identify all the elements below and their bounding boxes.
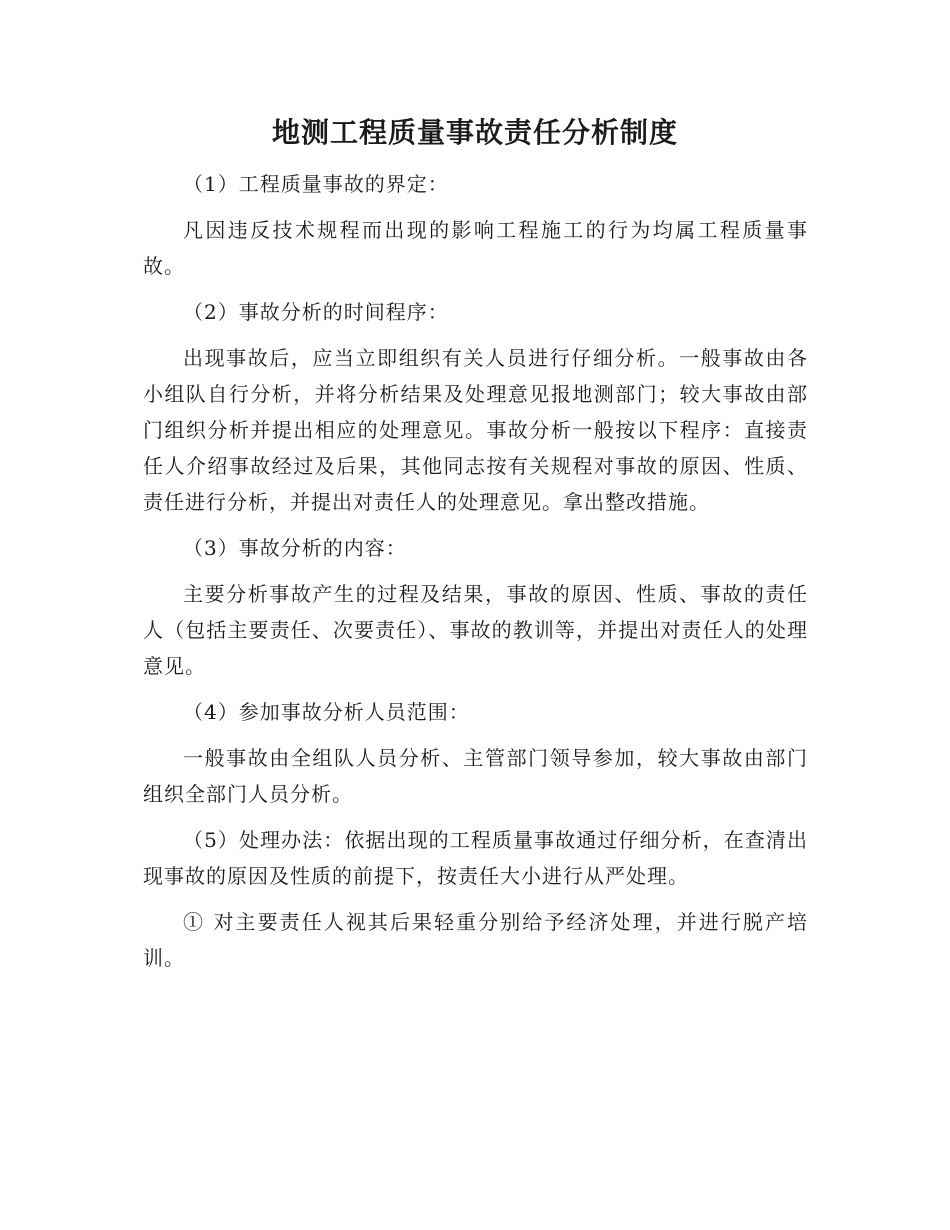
paragraph-content: 主要分析事故产生的过程及结果，事故的原因、性质、事故的责任人（包括主要责任、次要责任）、事故的教训等，并提出对责任人的处理意见。 xyxy=(143,582,808,678)
paragraph-definition: 凡因违反技术规程而出现的影响工程施工的行为均属工程质量事故。 xyxy=(143,218,808,278)
paragraph-participants: 一般事故由全组队人员分析、主管部门领导参加，较大事故由部门组织全部门人员分析。 xyxy=(143,746,808,806)
document-body xyxy=(143,166,808,986)
paragraph-procedure: 出现事故后，应当立即组织有关人员进行仔细分析。一般事故由各小组队自行分析，并将分析结果及处理意见报地测部门；较大事故由部门组织分析并提出相应的处理意见。事故分析一般按以下程序：直接责任人介绍事故经过及后果，其他同志按有关规程对事故的原因、性质、责任进行分析，并提出对责任人的处理意见。拿出整改措施。 xyxy=(143,346,808,514)
paragraph-handling-method: （5）处理办法：依据出现的工程质量事故通过仔细分析，在查清出现事故的原因及性质的前提下，按责任大小进行从严处理。 xyxy=(143,828,808,888)
section-heading-2: （2）事故分析的时间程序： xyxy=(183,300,449,324)
document-title: 地测工程质量事故责任分析制度 xyxy=(271,116,678,149)
section-heading-4: （4）参加事故分析人员范围： xyxy=(183,700,470,724)
list-item-1: ① 对主要责任人视其后果轻重分别给予经济处理，并进行脱产培训。 xyxy=(143,910,808,970)
section-heading-1: （1）工程质量事故的界定： xyxy=(183,172,449,196)
section-heading-3: （3）事故分析的内容： xyxy=(183,536,407,560)
